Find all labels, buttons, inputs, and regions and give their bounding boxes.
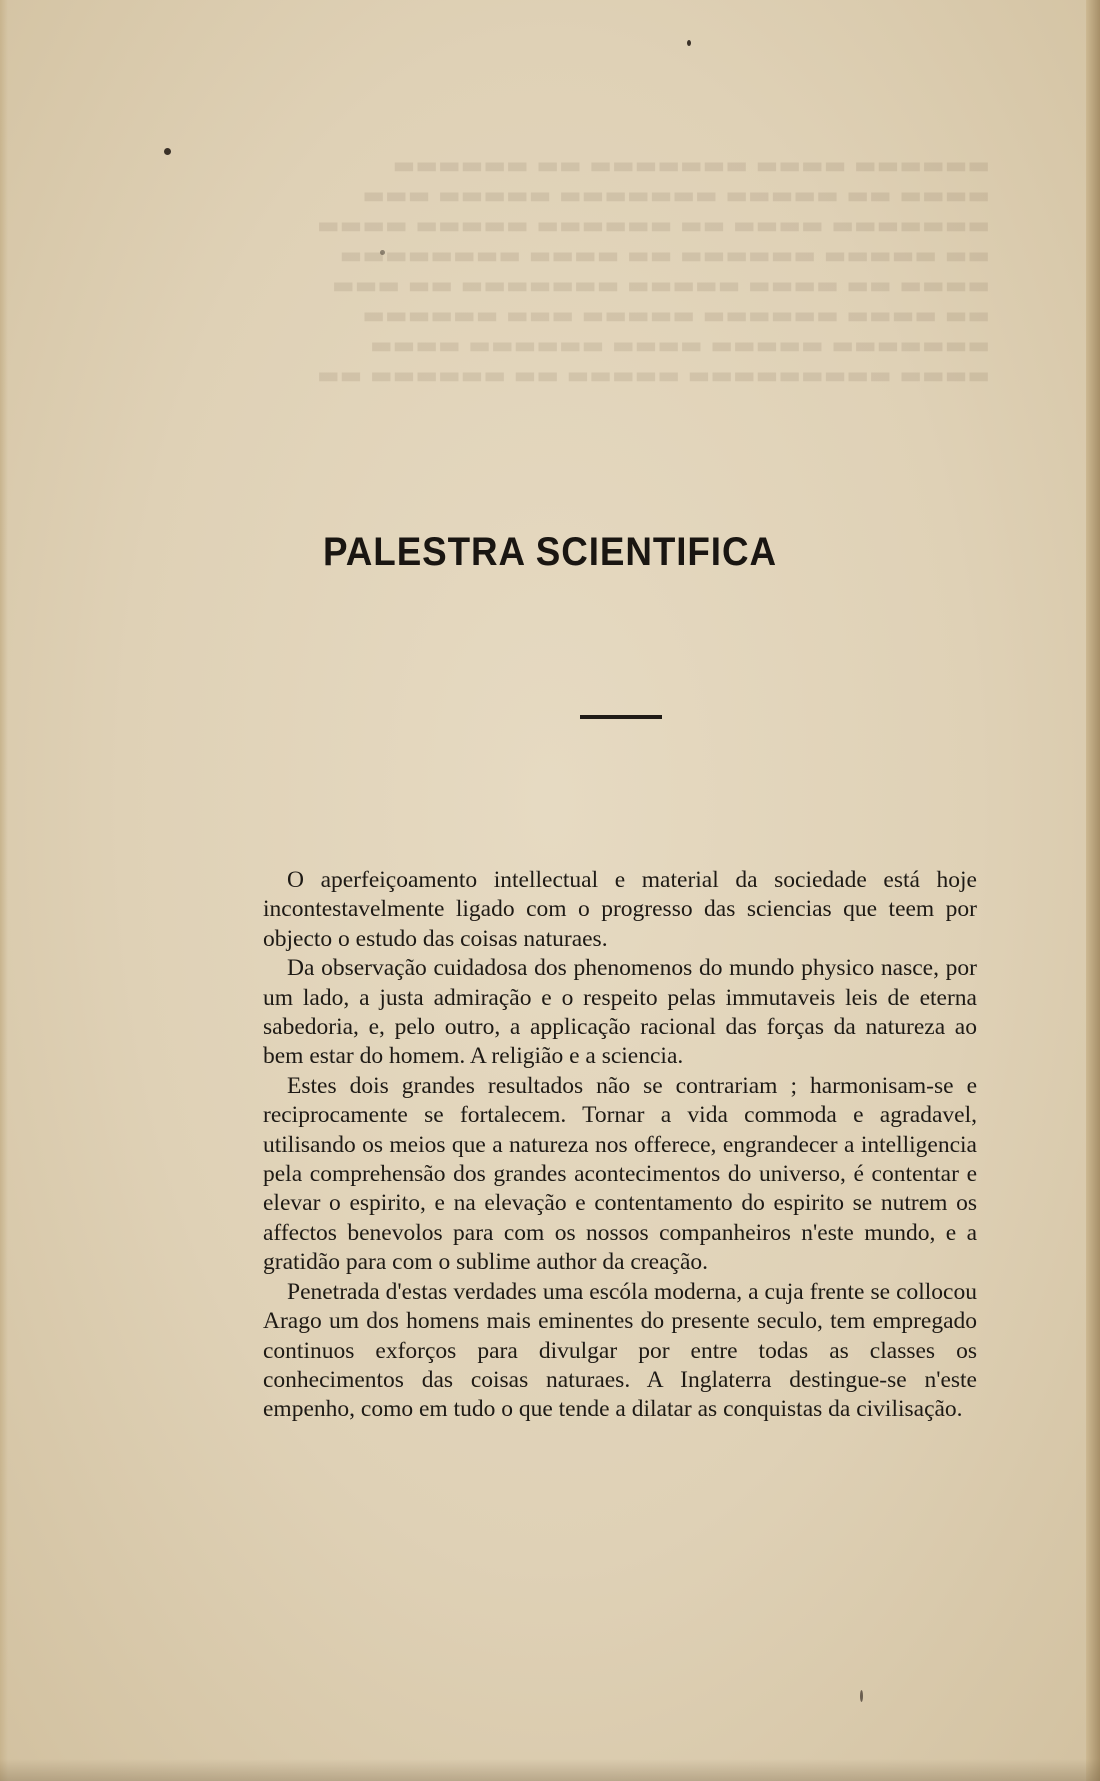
ink-speck [687, 40, 691, 46]
ink-speck [860, 1690, 863, 1702]
article-title: PALESTRA SCIENTIFICA [323, 530, 777, 574]
paragraph-1: O aperfeiçoamento intellectual e material da sociedade está hoje incontestavelmente ligado com o progresso das sciencias que teem por objecto o estudo das coisas naturaes. [263, 867, 977, 952]
bleed-through-texture: ▬▬▬▬▬▬ ▬▬▬▬ ▬▬▬▬▬▬▬ ▬▬ ▬▬▬▬▬▬ ▬▬▬▬ ▬▬ ▬▬▬▬▬ ▬▬▬▬▬▬▬ ▬▬▬▬▬ ▬▬▬ ▬▬▬▬▬▬▬ ▬▬▬▬ ▬▬ ▬▬▬▬▬▬ ▬▬▬▬▬ ▬▬▬▬ ▬▬ ▬▬▬▬▬ ▬▬▬▬▬▬ ▬▬ ▬▬▬▬ ▬▬▬▬▬▬▬▬ ▬▬▬▬ ▬▬ ▬▬▬▬ ▬▬▬▬▬ ▬▬▬▬▬▬▬ ▬▬ ▬▬▬ ▬▬ ▬▬▬▬ ▬▬▬▬▬▬ ▬▬▬▬▬ ▬▬▬ ▬▬▬▬▬▬ ▬▬▬▬▬▬▬ ▬▬▬▬▬ ▬▬▬▬ ▬▬▬▬▬▬ ▬▬▬▬ ▬▬▬▬ ▬▬▬▬▬▬▬▬▬ ▬▬▬▬▬ ▬▬ ▬▬▬▬▬▬ ▬▬ [316, 151, 990, 389]
ink-speck [164, 148, 171, 155]
page-left-edge [0, 0, 8, 1781]
paragraph-4: Penetrada d'estas verdades uma escóla moderna, a cuja frente se collocou Arago um dos homens mais eminentes do presente seculo, tem empregado continuos exforços para divulgar por entre todas as classes os conhecimentos das coisas naturaes. A Inglaterra destingue-se n'este empenho, como em tudo o que tende a dilatar as conquistas da civilisação. [263, 1278, 977, 1423]
paragraph-3: Estes dois grandes resultados não se contrariam ; harmonisam-se e reciprocamente se fortalecem. Tornar a vida commoda e agradavel, utilisando os meios que a natureza nos offerece, engrandecer a intelligencia pela comprehensão dos grandes acontecimentos do universo, é contentar e elevar o espirito, e na elevação e contentamento do espirito se nutrem os affectos benevolos para com os nossos companheiros n'este mundo, e a gratidão para com o sublime author da creação. [263, 1072, 977, 1276]
paragraph-2: Da observação cuidadosa dos phenomenos do mundo physico nasce, por um lado, a justa admiração e o respeito pelas immutaveis leis de eterna sabedoria, e, pelo outro, a applicação racional das forças da natureza ao bem estar do homem. A religião e a sciencia. [263, 955, 977, 1070]
page-right-edge [1086, 0, 1100, 1781]
ink-speck [380, 250, 385, 255]
page-bottom-shadow [0, 1759, 1100, 1781]
article-body [263, 866, 977, 1425]
title-divider-rule [580, 715, 662, 719]
